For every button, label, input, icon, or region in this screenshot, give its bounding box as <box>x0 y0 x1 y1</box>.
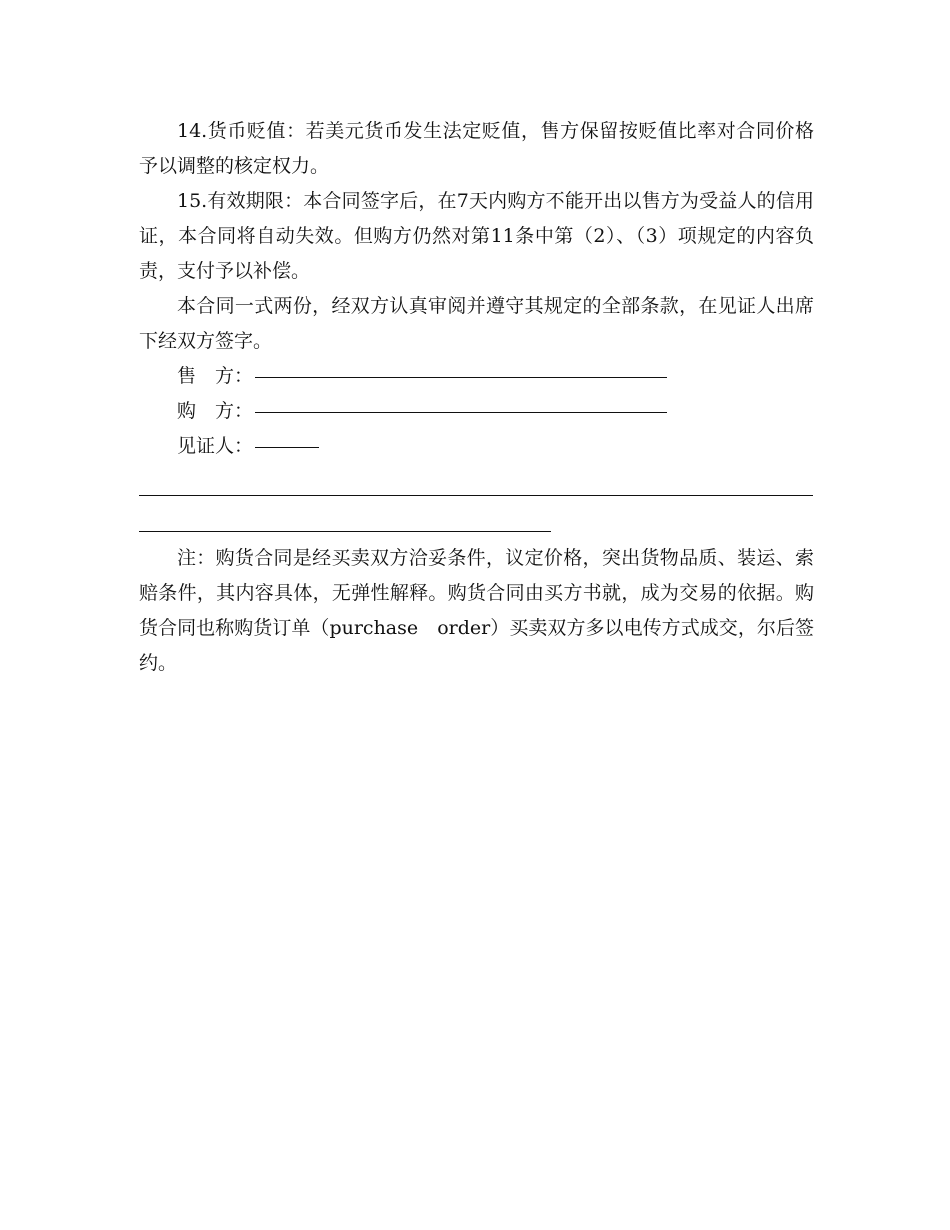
note-paragraph: 注：购货合同是经买卖双方洽妥条件，议定价格，突出货物品质、装运、索赔条件，其内容具体，无弹性解释。购货合同由买方书就，成为交易的依据。购货合同也称购货订单（purchase order）买卖双方多以电传方式成交，尔后签约。 <box>139 547 814 674</box>
witness-signature-row <box>139 429 814 464</box>
seller-signature-row <box>139 359 814 394</box>
seller-signature-line <box>255 376 667 378</box>
witness-signature-line <box>255 446 319 448</box>
buyer-label: 购 方： <box>177 400 254 422</box>
witness-label: 见证人： <box>177 435 254 457</box>
buyer-signature-row <box>139 394 814 429</box>
buyer-signature-line <box>255 411 667 413</box>
divider-line-full <box>139 495 813 496</box>
clause-14: 14.货币贬值：若美元货币发生法定贬值，售方保留按贬值比率对合同价格予以调整的核定权力。 <box>139 120 814 177</box>
divider-line-partial <box>139 531 551 532</box>
note-section <box>139 541 814 681</box>
contract-body <box>139 114 814 464</box>
clause-15: 15.有效期限：本合同签字后，在7天内购方不能开出以售方为受益人的信用证，本合同将自动失效。但购方仍然对第11条中第（2）、（3）项规定的内容负责，支付予以补偿。 <box>139 190 814 282</box>
closing-paragraph: 本合同一式两份，经双方认真审阅并遵守其规定的全部条款，在见证人出席下经双方签字。 <box>139 295 814 352</box>
seller-label: 售 方： <box>177 365 254 387</box>
